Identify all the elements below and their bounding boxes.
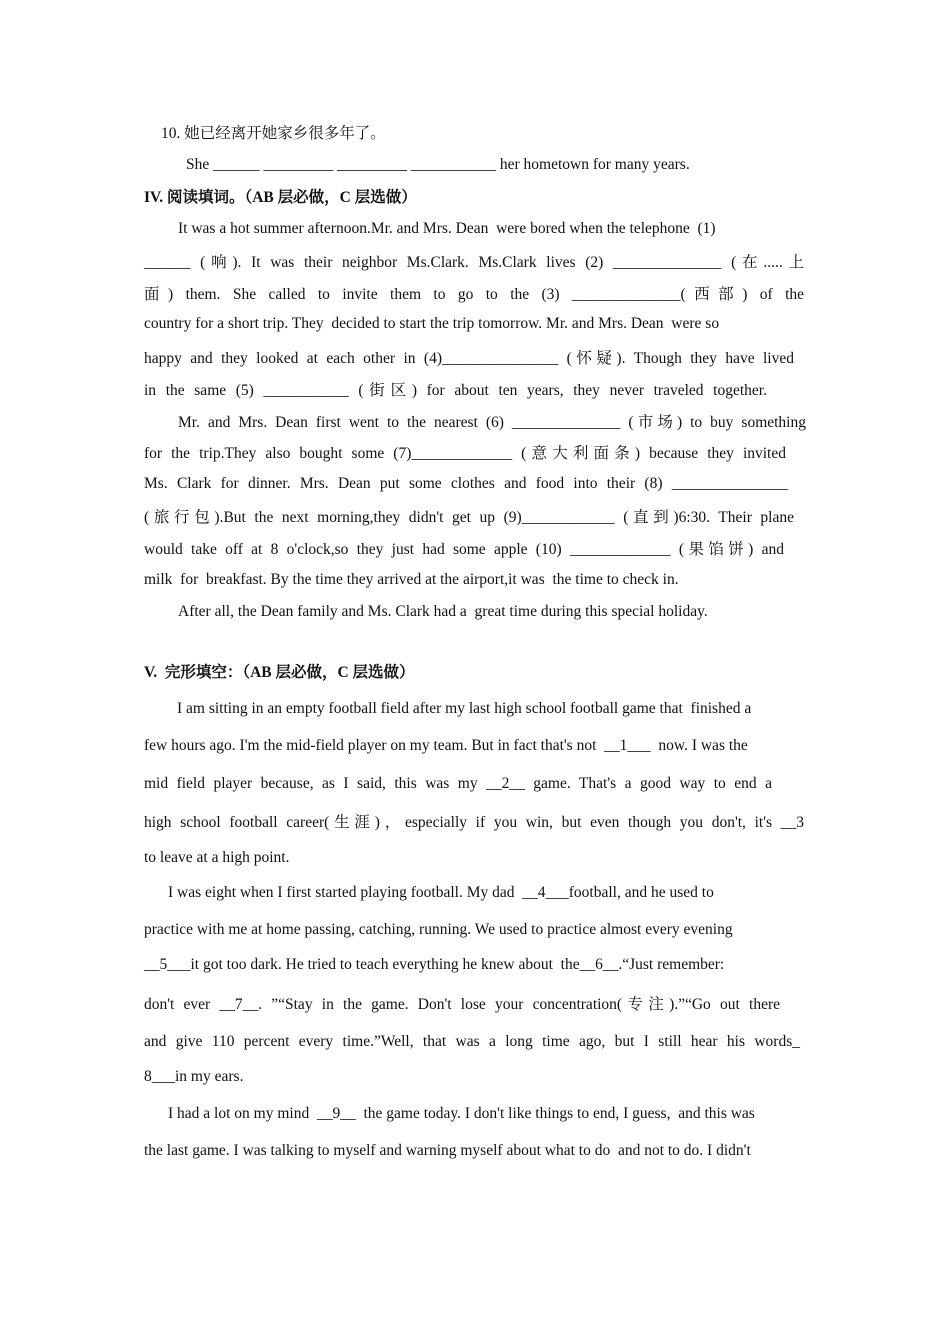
section-5-line: mid field player because, as I said, this was my __2__ game. That's a good way to end a — [144, 775, 772, 792]
section-5-heading: V. 完形填空：（AB 层必做，C 层选做） — [144, 664, 415, 681]
section-4-line: 面) them. She called to invite them to go to the (3) ______________(西部) of the — [144, 286, 804, 303]
section-4-line: would take off at 8 o'clock,so they just had some apple (10) _____________ (果馅饼) and — [144, 541, 784, 558]
section-5-line: the last game. I was talking to myself and warning myself about what to do and not to do. I didn't — [144, 1142, 751, 1159]
section-5-line: practice with me at home passing, catching, running. We used to practice almost every evening — [144, 921, 733, 938]
question-10-english: She ______ _________ _________ ___________ her hometown for many years. — [186, 156, 690, 173]
section-4-line: in the same (5) ___________ (街区) for about ten years, they never traveled together. — [144, 382, 767, 399]
section-5-line: 8___in my ears. — [144, 1068, 244, 1085]
section-4-line: milk for breakfast. By the time they arrived at the airport,it was the time to check in. — [144, 571, 679, 588]
section-4-line: country for a short trip. They decided to start the trip tomorrow. Mr. and Mrs. Dean were so — [144, 315, 720, 332]
section-5-line: high school football career(生涯)，especially if you win, but even though you don't, it's __3 — [144, 814, 804, 831]
section-4-line: After all, the Dean family and Ms. Clark had a great time during this special holiday. — [178, 603, 708, 620]
section-4-line: Mr. and Mrs. Dean first went to the nearest (6) ______________ (市场) to buy something — [178, 414, 806, 431]
section-5-line: to leave at a high point. — [144, 849, 290, 866]
section-4-line: happy and they looked at each other in (4)_______________ (怀疑). Though they have lived — [144, 350, 794, 367]
section-5-line: I was eight when I first started playing football. My dad __4___football, and he used to — [168, 884, 714, 901]
section-5-line: I am sitting in an empty football field after my last high school football game that finished a — [177, 700, 752, 717]
section-4-line: It was a hot summer afternoon.Mr. and Mrs. Dean were bored when the telephone (1) — [178, 220, 716, 237]
section-5-line: don't ever __7__. ”“Stay in the game. Don't lose your concentration(专注).”“Go out there — [144, 996, 780, 1013]
section-4-line: for the trip.They also bought some (7)_____________ (意大利面条) because they invited — [144, 445, 786, 462]
section-4-line: Ms. Clark for dinner. Mrs. Dean put some clothes and food into their (8) _______________ — [144, 475, 788, 492]
section-4-line: ______ (响). It was their neighbor Ms.Clark. Ms.Clark lives (2) ______________ (在.....上 — [144, 254, 804, 271]
section-5-line: and give 110 percent every time.”Well, that was a long time ago, but I still hear his words_ — [144, 1033, 800, 1050]
section-5-line: __5___it got too dark. He tried to teach everything he knew about the__6__.“Just remember: — [144, 956, 725, 973]
section-4-line: (旅行包).But the next morning,they didn't get up (9)____________ (直到)6:30. Their plane — [144, 509, 794, 526]
section-5-line: few hours ago. I'm the mid-field player on my team. But in fact that's not __1___ now. I was the — [144, 737, 748, 754]
question-10-chinese: 10. 她已经离开她家乡很多年了。 — [161, 125, 386, 142]
section-4-heading: IV. 阅读填词。（AB 层必做，C 层选做） — [144, 189, 417, 206]
section-5-line: I had a lot on my mind __9__ the game today. I don't like things to end, I guess, and this was — [168, 1105, 755, 1122]
